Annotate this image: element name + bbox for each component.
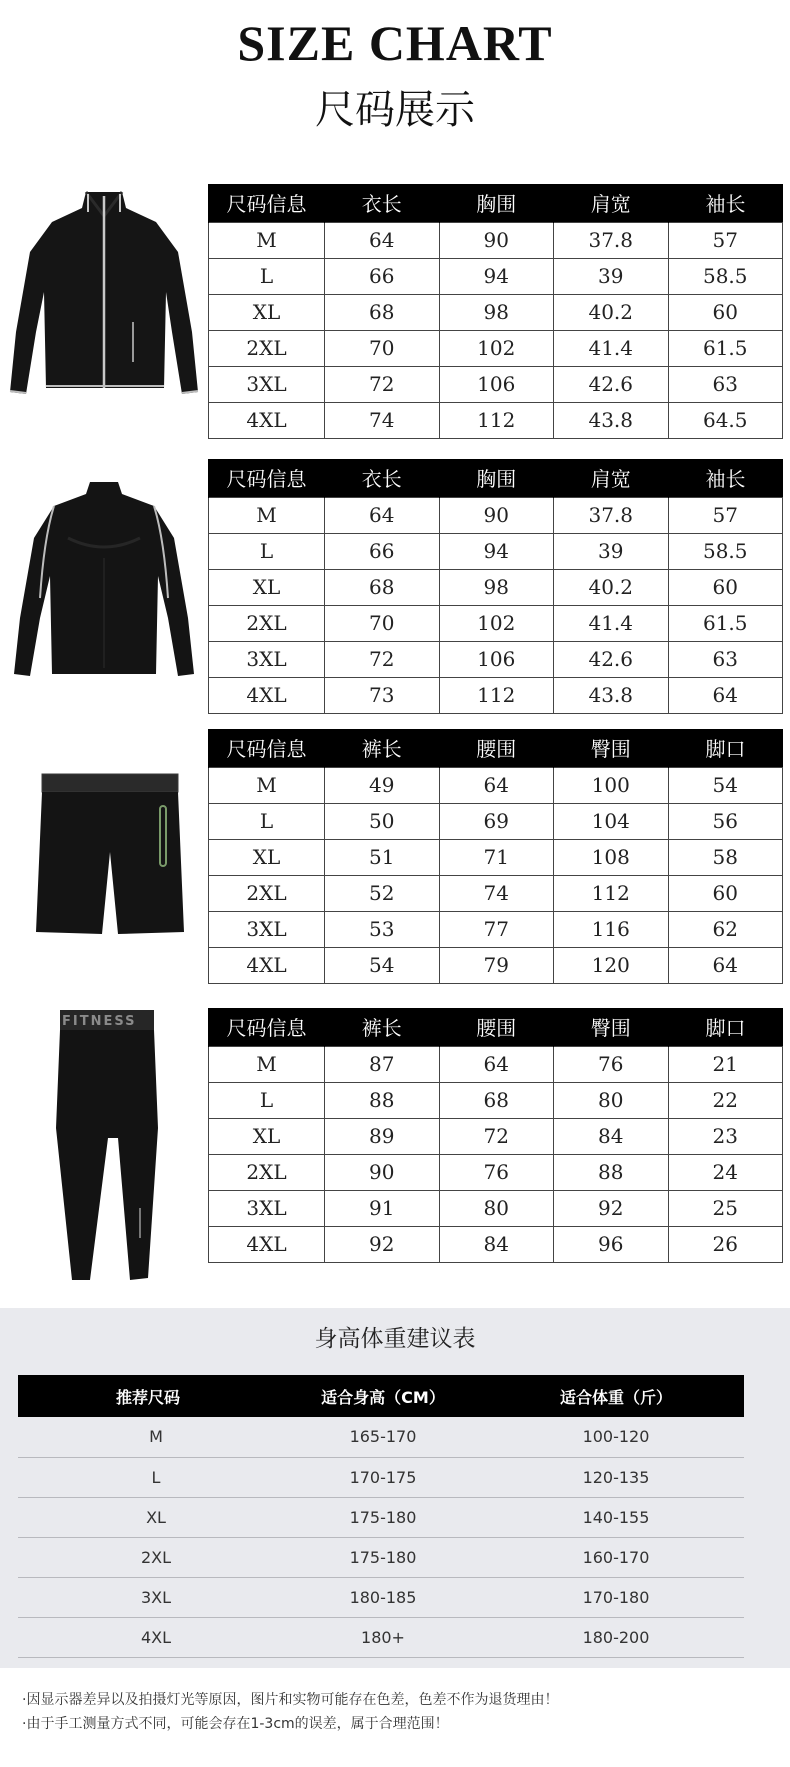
table-cell: 180+: [278, 1617, 488, 1657]
table-header-row: [209, 1008, 783, 1046]
table-cell: 61.5: [668, 330, 783, 366]
table-cell: 170-180: [488, 1577, 744, 1617]
table-header-row: [209, 729, 783, 767]
table-cell: M: [18, 1417, 278, 1457]
table-cell: 2XL: [18, 1537, 278, 1577]
table-cell: 3XL: [209, 366, 325, 402]
table-cell: 2XL: [209, 330, 325, 366]
table-cell: 41.4: [554, 605, 669, 641]
header-cell: 胸围: [439, 459, 554, 497]
table-cell: 62: [668, 911, 783, 947]
table-cell: 54: [325, 947, 440, 983]
table-cell: 170-175: [278, 1457, 488, 1497]
table-cell: 71: [439, 839, 554, 875]
table-cell: 102: [439, 330, 554, 366]
disclaimer-notes: [22, 1688, 558, 1736]
table-cell: XL: [209, 294, 325, 330]
table-cell: 58.5: [668, 533, 783, 569]
header-cell: 臀围: [554, 1008, 669, 1046]
table-cell: 40.2: [554, 294, 669, 330]
page-subtitle: 尺码展示: [315, 87, 475, 133]
table-cell: 61.5: [668, 605, 783, 641]
table-cell: 3XL: [209, 641, 325, 677]
table-cell: 64: [325, 497, 440, 533]
table-cell: 64: [668, 677, 783, 713]
table-cell: L: [209, 533, 325, 569]
leggings-icon: [48, 1008, 172, 1284]
table-row: [18, 1417, 744, 1457]
table-cell: 63: [668, 366, 783, 402]
table-cell: 140-155: [488, 1497, 744, 1537]
table-cell: XL: [209, 1118, 325, 1154]
table-cell: 100-120: [488, 1417, 744, 1457]
table-cell: 102: [439, 605, 554, 641]
header-cell: 适合体重（斤）: [488, 1375, 744, 1417]
table-cell: 72: [325, 641, 440, 677]
table-row: [209, 1226, 783, 1262]
table-cell: 116: [554, 911, 669, 947]
table-row: [209, 366, 783, 402]
header-cell: 裤长: [325, 1008, 440, 1046]
table-row: [209, 1190, 783, 1226]
table-row: [209, 533, 783, 569]
table-cell: 37.8: [554, 497, 669, 533]
table-cell: 43.8: [554, 402, 669, 438]
table-cell: M: [209, 222, 325, 258]
table-cell: 42.6: [554, 641, 669, 677]
header-cell: 推荐尺码: [18, 1375, 278, 1417]
header-cell: 尺码信息: [209, 184, 325, 222]
table-cell: 24: [668, 1154, 783, 1190]
header-cell: 衣长: [325, 184, 440, 222]
table-cell: 98: [439, 569, 554, 605]
table-cell: 2XL: [209, 605, 325, 641]
header-cell: 袖长: [668, 184, 783, 222]
table-cell: 74: [439, 875, 554, 911]
table-cell: 41.4: [554, 330, 669, 366]
table-cell: 112: [554, 875, 669, 911]
table-row: [209, 677, 783, 713]
table-cell: 94: [439, 533, 554, 569]
header-cell: 腰围: [439, 1008, 554, 1046]
table-cell: 96: [554, 1226, 669, 1262]
table-cell: 104: [554, 803, 669, 839]
table-cell: 88: [554, 1154, 669, 1190]
table-row: [209, 803, 783, 839]
table-cell: 43.8: [554, 677, 669, 713]
table-cell: L: [209, 803, 325, 839]
pants-band-text: FITNESS: [62, 1014, 137, 1029]
table-cell: 63: [668, 641, 783, 677]
table-cell: 64.5: [668, 402, 783, 438]
table-cell: 68: [325, 294, 440, 330]
table-cell: 72: [439, 1118, 554, 1154]
table-cell: 39: [554, 258, 669, 294]
table-cell: 84: [439, 1226, 554, 1262]
table-cell: 175-180: [278, 1537, 488, 1577]
table-cell: 180-200: [488, 1617, 744, 1657]
table-cell: 68: [439, 1082, 554, 1118]
table-cell: 120: [554, 947, 669, 983]
table-cell: 76: [554, 1046, 669, 1082]
table-cell: 89: [325, 1118, 440, 1154]
table-cell: 80: [554, 1082, 669, 1118]
table-row: [209, 497, 783, 533]
table-cell: 165-170: [278, 1417, 488, 1457]
table-cell: 70: [325, 605, 440, 641]
table-cell: 60: [668, 875, 783, 911]
table-cell: XL: [209, 839, 325, 875]
header-cell: 袖长: [668, 459, 783, 497]
table-cell: M: [209, 1046, 325, 1082]
table-cell: 92: [325, 1226, 440, 1262]
table-cell: 58.5: [668, 258, 783, 294]
table-cell: XL: [18, 1497, 278, 1537]
table-cell: 2XL: [209, 875, 325, 911]
shorts-icon: [34, 772, 186, 940]
table-row: [209, 911, 783, 947]
table-header-row: [209, 459, 783, 497]
table-cell: 74: [325, 402, 440, 438]
table-cell: 57: [668, 222, 783, 258]
header-cell: 臀围: [554, 729, 669, 767]
table-cell: 57: [668, 497, 783, 533]
table-cell: 60: [668, 569, 783, 605]
table-cell: 49: [325, 767, 440, 803]
table-cell: 160-170: [488, 1537, 744, 1577]
table-cell: 91: [325, 1190, 440, 1226]
table-cell: 4XL: [209, 1226, 325, 1262]
table-cell: M: [209, 767, 325, 803]
table-row: [18, 1497, 744, 1537]
table-cell: 80: [439, 1190, 554, 1226]
table-cell: 72: [325, 366, 440, 402]
table-cell: 108: [554, 839, 669, 875]
header-cell: 衣长: [325, 459, 440, 497]
table-cell: 64: [439, 1046, 554, 1082]
header-cell: 尺码信息: [209, 1008, 325, 1046]
table-cell: 66: [325, 258, 440, 294]
table-cell: 106: [439, 641, 554, 677]
table-cell: 68: [325, 569, 440, 605]
table-cell: 98: [439, 294, 554, 330]
table-cell: 60: [668, 294, 783, 330]
table-row: [209, 402, 783, 438]
table-cell: L: [209, 1082, 325, 1118]
table-cell: 77: [439, 911, 554, 947]
compression-shirt-icon: [8, 478, 198, 684]
table-row: [209, 767, 783, 803]
table-row: [209, 839, 783, 875]
table-row: [209, 294, 783, 330]
table-cell: 112: [439, 677, 554, 713]
table-cell: 3XL: [209, 1190, 325, 1226]
table-row: [209, 947, 783, 983]
table-row: [209, 1154, 783, 1190]
table-cell: 52: [325, 875, 440, 911]
table-cell: 106: [439, 366, 554, 402]
table-row: [209, 222, 783, 258]
table-cell: 64: [325, 222, 440, 258]
header-cell: 尺码信息: [209, 459, 325, 497]
table-cell: 120-135: [488, 1457, 744, 1497]
table-cell: 4XL: [209, 677, 325, 713]
table-cell: 69: [439, 803, 554, 839]
table-row: [18, 1617, 744, 1657]
table-cell: 4XL: [209, 947, 325, 983]
table-cell: 64: [668, 947, 783, 983]
table-cell: 37.8: [554, 222, 669, 258]
table-cell: 100: [554, 767, 669, 803]
table-cell: 112: [439, 402, 554, 438]
table-cell: 3XL: [18, 1577, 278, 1617]
header-cell: 脚口: [668, 1008, 783, 1046]
jacket-size-table: [208, 184, 783, 439]
table-row: [209, 1046, 783, 1082]
table-cell: 90: [439, 222, 554, 258]
table-cell: 88: [325, 1082, 440, 1118]
table-header-row: [209, 184, 783, 222]
header-cell: 适合身高（CM）: [278, 1375, 488, 1417]
table-cell: 50: [325, 803, 440, 839]
table-row: [209, 258, 783, 294]
table-row: [209, 641, 783, 677]
table-cell: 22: [668, 1082, 783, 1118]
table-cell: 58: [668, 839, 783, 875]
table-cell: 51: [325, 839, 440, 875]
table-cell: 66: [325, 533, 440, 569]
table-row: [209, 875, 783, 911]
table-cell: 4XL: [18, 1617, 278, 1657]
table-cell: 175-180: [278, 1497, 488, 1537]
table-cell: 21: [668, 1046, 783, 1082]
table-cell: 53: [325, 911, 440, 947]
table-cell: 70: [325, 330, 440, 366]
pants-size-table: [208, 1008, 783, 1263]
table-cell: 76: [439, 1154, 554, 1190]
table-cell: 25: [668, 1190, 783, 1226]
table-row: [18, 1457, 744, 1497]
table-cell: 94: [439, 258, 554, 294]
header-cell: 肩宽: [554, 184, 669, 222]
header-cell: 肩宽: [554, 459, 669, 497]
table-cell: 40.2: [554, 569, 669, 605]
table-cell: 3XL: [209, 911, 325, 947]
table-row: [209, 1082, 783, 1118]
shorts-size-table: [208, 729, 783, 984]
table-cell: 4XL: [209, 402, 325, 438]
table-row: [209, 569, 783, 605]
table-cell: 79: [439, 947, 554, 983]
shirt-size-table: [208, 459, 783, 714]
table-cell: M: [209, 497, 325, 533]
header-cell: 胸围: [439, 184, 554, 222]
table-cell: L: [209, 258, 325, 294]
table-cell: 90: [439, 497, 554, 533]
header-cell: 脚口: [668, 729, 783, 767]
table-cell: 84: [554, 1118, 669, 1154]
table-cell: 90: [325, 1154, 440, 1190]
table-cell: 23: [668, 1118, 783, 1154]
table-cell: 180-185: [278, 1577, 488, 1617]
suggestion-title: 身高体重建议表: [314, 1326, 476, 1352]
table-cell: 87: [325, 1046, 440, 1082]
height-weight-table: [18, 1375, 744, 1658]
table-header-row: [18, 1375, 744, 1417]
table-cell: 64: [439, 767, 554, 803]
table-cell: XL: [209, 569, 325, 605]
table-cell: 73: [325, 677, 440, 713]
note-line: ·由于手工测量方式不同，可能会存在1-3cm的误差，属于合理范围！: [22, 1716, 449, 1732]
table-cell: 54: [668, 767, 783, 803]
header-cell: 裤长: [325, 729, 440, 767]
note-line: ·因显示器差异以及拍摄灯光等原因，图片和实物可能存在色差，色差不作为退货理由！: [22, 1692, 559, 1708]
table-cell: 2XL: [209, 1154, 325, 1190]
header-cell: 腰围: [439, 729, 554, 767]
table-row: [209, 1118, 783, 1154]
table-row: [18, 1577, 744, 1617]
zip-jacket-icon: [6, 182, 202, 400]
table-row: [209, 605, 783, 641]
table-cell: 92: [554, 1190, 669, 1226]
table-cell: 56: [668, 803, 783, 839]
table-row: [18, 1537, 744, 1577]
table-cell: 39: [554, 533, 669, 569]
table-cell: 42.6: [554, 366, 669, 402]
header-cell: 尺码信息: [209, 729, 325, 767]
table-row: [209, 330, 783, 366]
page-title: SIZE CHART: [237, 15, 553, 71]
table-cell: L: [18, 1457, 278, 1497]
table-cell: 26: [668, 1226, 783, 1262]
